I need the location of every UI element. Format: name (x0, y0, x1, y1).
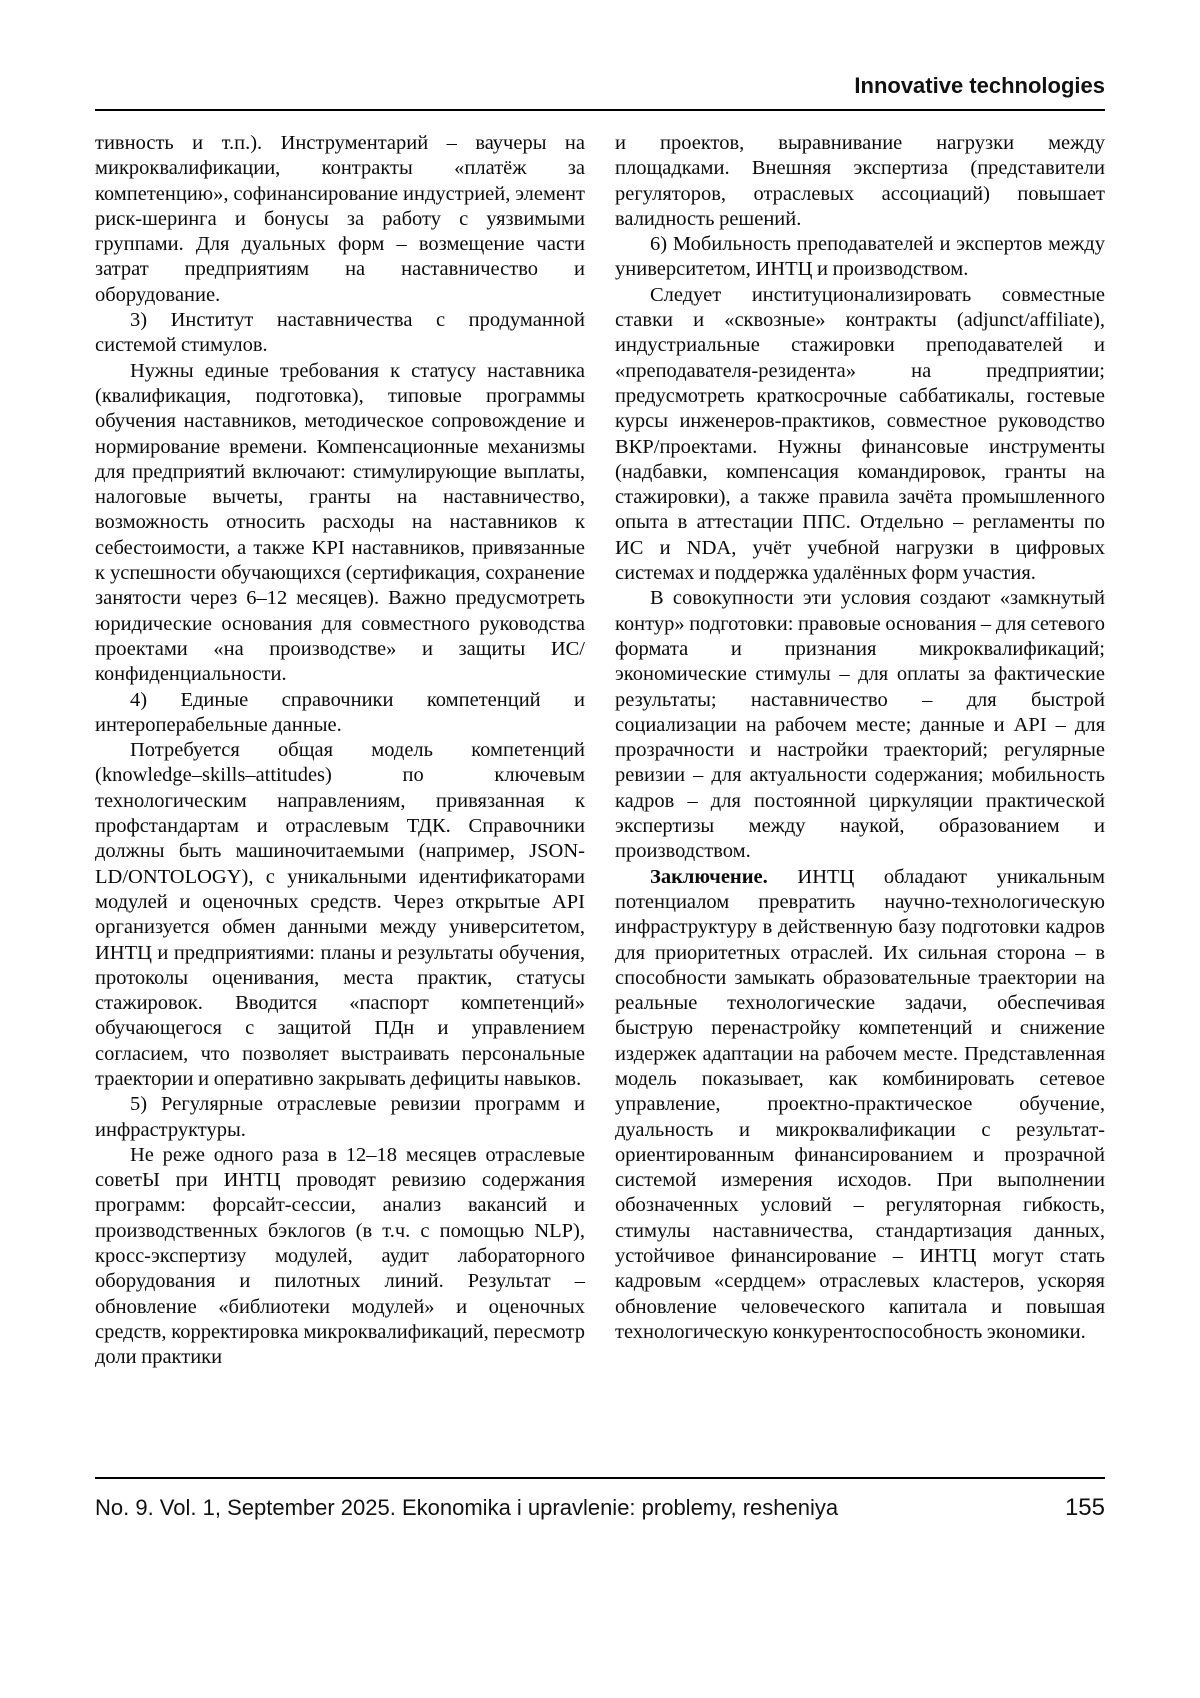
paragraph: 4) Единые справочники компетенций и интероперабельные данные. (95, 688, 585, 736)
page-footer (95, 1477, 1105, 1521)
page-number: 155 (1064, 1494, 1105, 1521)
paragraph: Потребуется общая модель компетенций (knowledge–skills–attitudes) по ключевым технологическим направлениям, привязанная к профстандартам и отраслевым ТДК. Справочники должны быть машиночитаемыми (например, JSON-LD/ONTOLOGY), с уникальными идентификаторами модулей и оценочных средств. Через открытые API организуется обмен данными между университетом, ИНТЦ и предприятиями: планы и результаты обучения, протоколы оценивания, места практик, статусы стажировок. Вводится «паспорт компетенций» обучающегося с защитой ПДн и управлением согласием, что позволяет выстраивать персональные траектории и оперативно закрывать дефициты навыков. (95, 739, 585, 1090)
left-column (95, 131, 585, 1476)
paragraph: В совокупности эти условия создают «замкнутый контур» подготовки: правовые основания – для сетевого формата и признания микроквалификаций; экономические стимулы – для оплаты за фактические результаты; наставничество – для быстрой социализации на рабочем месте; данные и API – для прозрачности и настройки траекторий; регулярные ревизии – для актуальности содержания; мобильность кадров – для постоянной циркуляции практической экспертизы между наукой, образованием и производством. (615, 587, 1105, 863)
running-title: Innovative technologies (854, 73, 1105, 98)
paragraph: Не реже одного раза в 12–18 месяцев отраслевые советЫ при ИНТЦ проводят ревизию содержания программ: форсайт-сессии, анализ вакансий и производственных бэклогов (в т.ч. с помощью NLP), кросс-экспертизу модулей, аудит лабораторного оборудования и пилотных линий. Результат – обновление «библиотеки модулей» и оценочных средств, корректировка микроквалификаций, пересмотр доли практики (95, 1143, 585, 1369)
right-column (615, 131, 1105, 1476)
paragraph-lead: Заключение. (650, 865, 798, 888)
paragraph: Заключение. ИНТЦ обладают уникальным потенциалом превратить научно-технологическую инфраструктуру в действенную базу подготовки кадров для приоритетных отраслей. Их сильная сторона – в способности замыкать образовательные траектории на реальные технологические задачи, обеспечивая быструю перенастройку компетенций и снижение издержек адаптации на рабочем месте. Представленная модель показывает, как комбинировать сетевое управление, проектно-практическое обучение, дуальность и микроквалификации с результат-ориентированным финансированием и прозрачной системой измерения исходов. При выполнении обозначенных условий – регуляторная гибкость, стимулы наставничества, стандартизация данных, устойчивое финансирование – ИНТЦ могут стать кадровым «сердцем» отраслевых кластеров, ускоряя обновление человеческого капитала и повышая технологическую конкурентоспособность экономики. (615, 865, 1105, 1343)
paragraph: тивность и т.п.). Инструментарий – ваучеры на микроквалификации, контракты «платёж за компетенцию», софинансирование индустрией, элемент риск-шеринга и бонусы за работу с уязвимыми группами. Для дуальных форм – возмещение части затрат предприятиям на наставничество и оборудование. (95, 132, 585, 306)
paragraph: 5) Регулярные отраслевые ревизии программ и инфраструктуры. (95, 1093, 585, 1141)
article-body (95, 131, 1105, 1476)
footer-rule (95, 1477, 1105, 1479)
paragraph: и проектов, выравнивание нагрузки между площадками. Внешняя экспертиза (представители регуляторов, отраслевых ассоциаций) повышает валидность решений. (615, 132, 1105, 230)
paragraph: 6) Мобильность преподавателей и экспертов между университетом, ИНТЦ и производством. (615, 233, 1105, 281)
paragraph: Следует институционализировать совместные ставки и «сквозные» контракты (adjunct/affiliate), индустриальные стажировки преподавателей и «преподавателя-резидента» на предприятии; предусмотреть краткосрочные саббатикалы, гостевые курсы инженеров-практиков, совместное руководство ВКР/проектами. Нужны финансовые инструменты (надбавки, компенсация командировок, гранты на стажировки), а также правила зачёта промышленного опыта в аттестации ППС. Отдельно – регламенты по ИС и NDA, учёт учебной нагрузки в цифровых системах и поддержка удалённых форм участия. (615, 283, 1105, 585)
page-header (95, 74, 1105, 111)
paragraph: 3) Институт наставничества с продуманной системой стимулов. (95, 309, 585, 357)
journal-info: No. 9. Vol. 1, September 2025. Ekonomika i upravlenie: problemy, resheniya (95, 1495, 839, 1520)
footer-row (95, 1495, 1105, 1521)
paragraph: Нужны единые требования к статусу наставника (квалификация, подготовка), типовые программы обучения наставников, методическое сопровождение и нормирование времени. Компенсационные механизмы для предприятий включают: стимулирующие выплаты, налоговые вычеты, гранты на наставничество, возможность относить расходы на наставников к себестоимости, а также KPI наставников, привязанные к успешности обучающихся (сертификация, сохранение занятости через 6–12 месяцев). Важно предусмотреть юридические основания для совместного руководства проектами «на производстве» и защиты ИС/конфиденциальности. (95, 359, 585, 686)
header-rule (95, 109, 1105, 111)
